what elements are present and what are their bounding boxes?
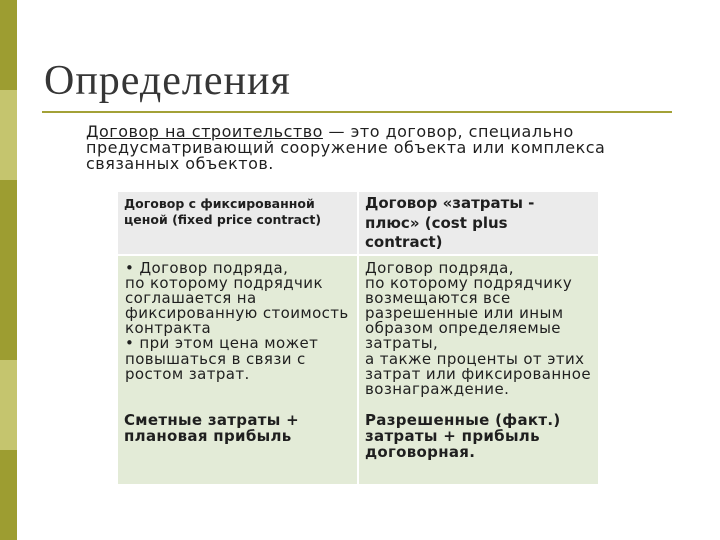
header-line: Договор «затраты - — [365, 194, 535, 212]
description-line: соглашается на — [125, 289, 257, 308]
cost-plus-description — [365, 261, 591, 397]
table-header-fixed-price — [118, 192, 357, 254]
description-line: образом определяемые — [365, 319, 561, 338]
description-line: • при этом цена может — [125, 334, 319, 353]
definition-text-part: — это договор, специально — [322, 122, 574, 141]
strip-block — [0, 270, 17, 360]
strip-block — [0, 180, 17, 270]
header-line: contract) — [365, 233, 443, 251]
description-line: возмещаются все — [365, 289, 511, 308]
header-line: плюс» (cost plus — [365, 213, 508, 232]
strip-block — [0, 450, 17, 540]
definition-text — [86, 124, 605, 172]
header-line: Договор с фиксированной — [124, 196, 315, 211]
description-line: фиксированную стоимость — [125, 304, 349, 323]
formula-line: плановая прибыль — [124, 427, 292, 445]
description-line: контракта — [125, 319, 212, 338]
strip-block — [0, 0, 17, 90]
table-header-cost-plus — [359, 192, 598, 254]
formula-line: затраты + прибыль — [365, 427, 540, 445]
description-line: по которому подрядчику — [365, 274, 573, 293]
description-line: повышаться в связи с — [125, 349, 306, 368]
slide-title: Определения — [44, 58, 291, 104]
header-line: ценой (fixed price contract) — [124, 212, 322, 227]
title-rule — [42, 111, 672, 113]
defined-term: Договор на строительство — [86, 122, 323, 141]
left-decor-strip — [0, 0, 17, 540]
cost-plus-formula — [365, 412, 561, 460]
formula-line: Разрешенные (факт.) — [365, 411, 561, 429]
strip-block — [0, 90, 17, 180]
table-cell-fixed-price — [118, 256, 357, 484]
description-line: разрешенные или иным — [365, 304, 564, 323]
description-line: ростом затрат. — [125, 364, 250, 383]
description-line: вознаграждение. — [365, 379, 510, 398]
table-cell-cost-plus — [359, 256, 598, 484]
description-line: а также проценты от этих — [365, 349, 585, 368]
description-line: • Договор подряда, — [125, 259, 289, 277]
formula-line: договорная. — [365, 443, 476, 461]
description-line: по которому подрядчик — [125, 274, 323, 293]
definition-line: предусматривающий сооружение объекта или комплекса — [86, 138, 606, 157]
fixed-price-formula — [124, 412, 299, 444]
fixed-price-description — [125, 261, 349, 382]
formula-line: Сметные затраты + — [124, 411, 299, 429]
description-line: затраты, — [365, 334, 439, 353]
description-line: затрат или фиксированное — [365, 364, 591, 383]
definition-line: связанных объектов. — [86, 154, 274, 173]
strip-block — [0, 360, 17, 450]
description-line: Договор подряда, — [365, 259, 514, 277]
